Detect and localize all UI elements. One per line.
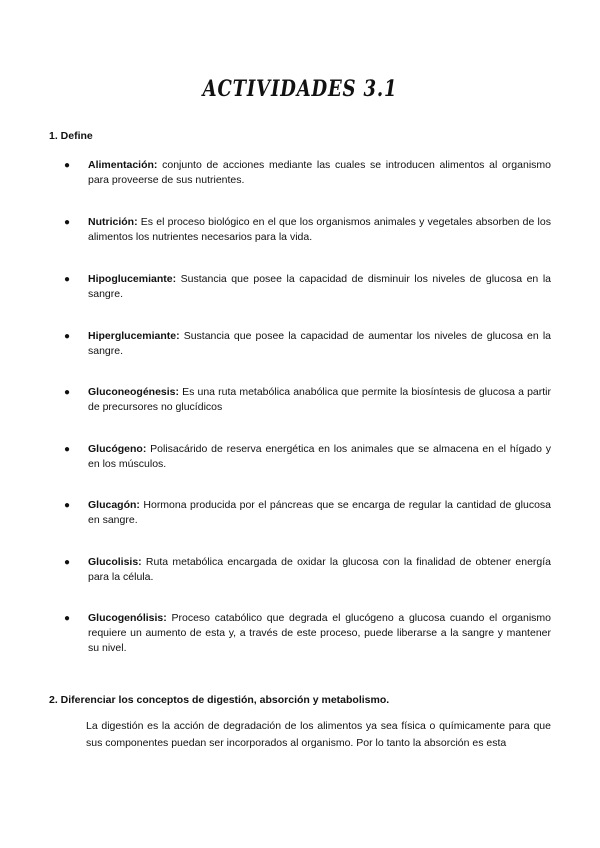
definition-item-glucogeno xyxy=(64,442,551,472)
definition-term: Hiperglucemiante: xyxy=(88,330,180,342)
definition-term: Glucogenólisis: xyxy=(88,612,167,624)
definition-text xyxy=(88,329,551,359)
bullet-icon: ● xyxy=(64,613,71,624)
definition-item-alimentacion xyxy=(64,158,551,188)
definition-text xyxy=(88,611,551,656)
definition-item-nutricion xyxy=(64,215,551,245)
definition-text xyxy=(88,385,551,415)
definition-text xyxy=(88,498,551,528)
definition-body: Polisacárido de reserva energética en los animales que se almacena en el hígado y en los músculos. xyxy=(88,443,551,470)
bullet-icon: ● xyxy=(64,557,71,568)
definition-term: Glucolisis: xyxy=(88,556,142,568)
bullet-icon: ● xyxy=(64,160,71,171)
bullet-icon: ● xyxy=(64,331,71,342)
definition-body: Es el proceso biológico en el que los organismos animales y vegetales absorben de los alimentos los nutrientes necesarios para la vida. xyxy=(88,216,551,243)
bullet-icon: ● xyxy=(64,274,71,285)
bullet-icon: ● xyxy=(64,500,71,511)
definition-body: Sustancia que posee la capacidad de disminuir los niveles de glucosa en la sangre. xyxy=(88,273,551,300)
definition-text xyxy=(88,555,551,585)
definition-item-hipoglucemiante xyxy=(64,272,551,302)
bullet-icon: ● xyxy=(64,387,71,398)
page-title: ACTIVIDADES 3.1 xyxy=(202,76,398,102)
definition-item-glucolisis xyxy=(64,555,551,585)
definition-body: Proceso catabólico que degrada el glucógeno a glucosa cuando el organismo requiere un aumento de esta y, a través de este proceso, puede liberarse a la sangre y mantener su nivel. xyxy=(88,612,551,654)
definition-body: Sustancia que posee la capacidad de aumentar los niveles de glucosa en la sangre. xyxy=(88,330,551,357)
definition-term: Glucógeno: xyxy=(88,443,147,455)
definition-term: Gluconeogénesis: xyxy=(88,386,180,398)
definition-body: Hormona producida por el páncreas que se encarga de regular la cantidad de glucosa en sangre. xyxy=(88,499,551,526)
definition-item-glucagon xyxy=(64,498,551,528)
definition-text xyxy=(88,272,551,302)
definition-term: Hipoglucemiante: xyxy=(88,273,177,285)
definition-item-glucogenolisis xyxy=(64,611,551,656)
definition-text xyxy=(88,442,551,472)
definition-body: conjunto de acciones mediante las cuales se introducen alimentos al organismo para proveerse de sus nutrientes. xyxy=(88,159,551,186)
definition-term: Glucagón: xyxy=(88,499,140,511)
section-2-heading: 2. Diferenciar los conceptos de digestión, absorción y metabolismo. xyxy=(49,694,390,706)
definition-item-hiperglucemiante xyxy=(64,329,551,359)
section-2-paragraph: La digestión es la acción de degradación de los alimentos ya sea física o químicamente para que sus componentes puedan ser incorporados al organismo. Por lo tanto la absorción es esta xyxy=(86,720,551,749)
definition-text xyxy=(88,215,551,245)
definition-body: Ruta metabólica encargada de oxidar la glucosa con la finalidad de obtener energía para la célula. xyxy=(88,556,551,583)
definition-term: Alimentación: xyxy=(88,159,158,171)
definition-text xyxy=(88,158,551,188)
definition-term: Nutrición: xyxy=(88,216,138,228)
definition-body: Es una ruta metabólica anabólica que permite la biosíntesis de glucosa a partir de precursores no glucídicos xyxy=(88,386,551,413)
bullet-icon: ● xyxy=(64,217,71,228)
definition-item-gluconeogenesis xyxy=(64,385,551,415)
bullet-icon: ● xyxy=(64,444,71,455)
section-1-heading: 1. Define xyxy=(49,130,93,142)
